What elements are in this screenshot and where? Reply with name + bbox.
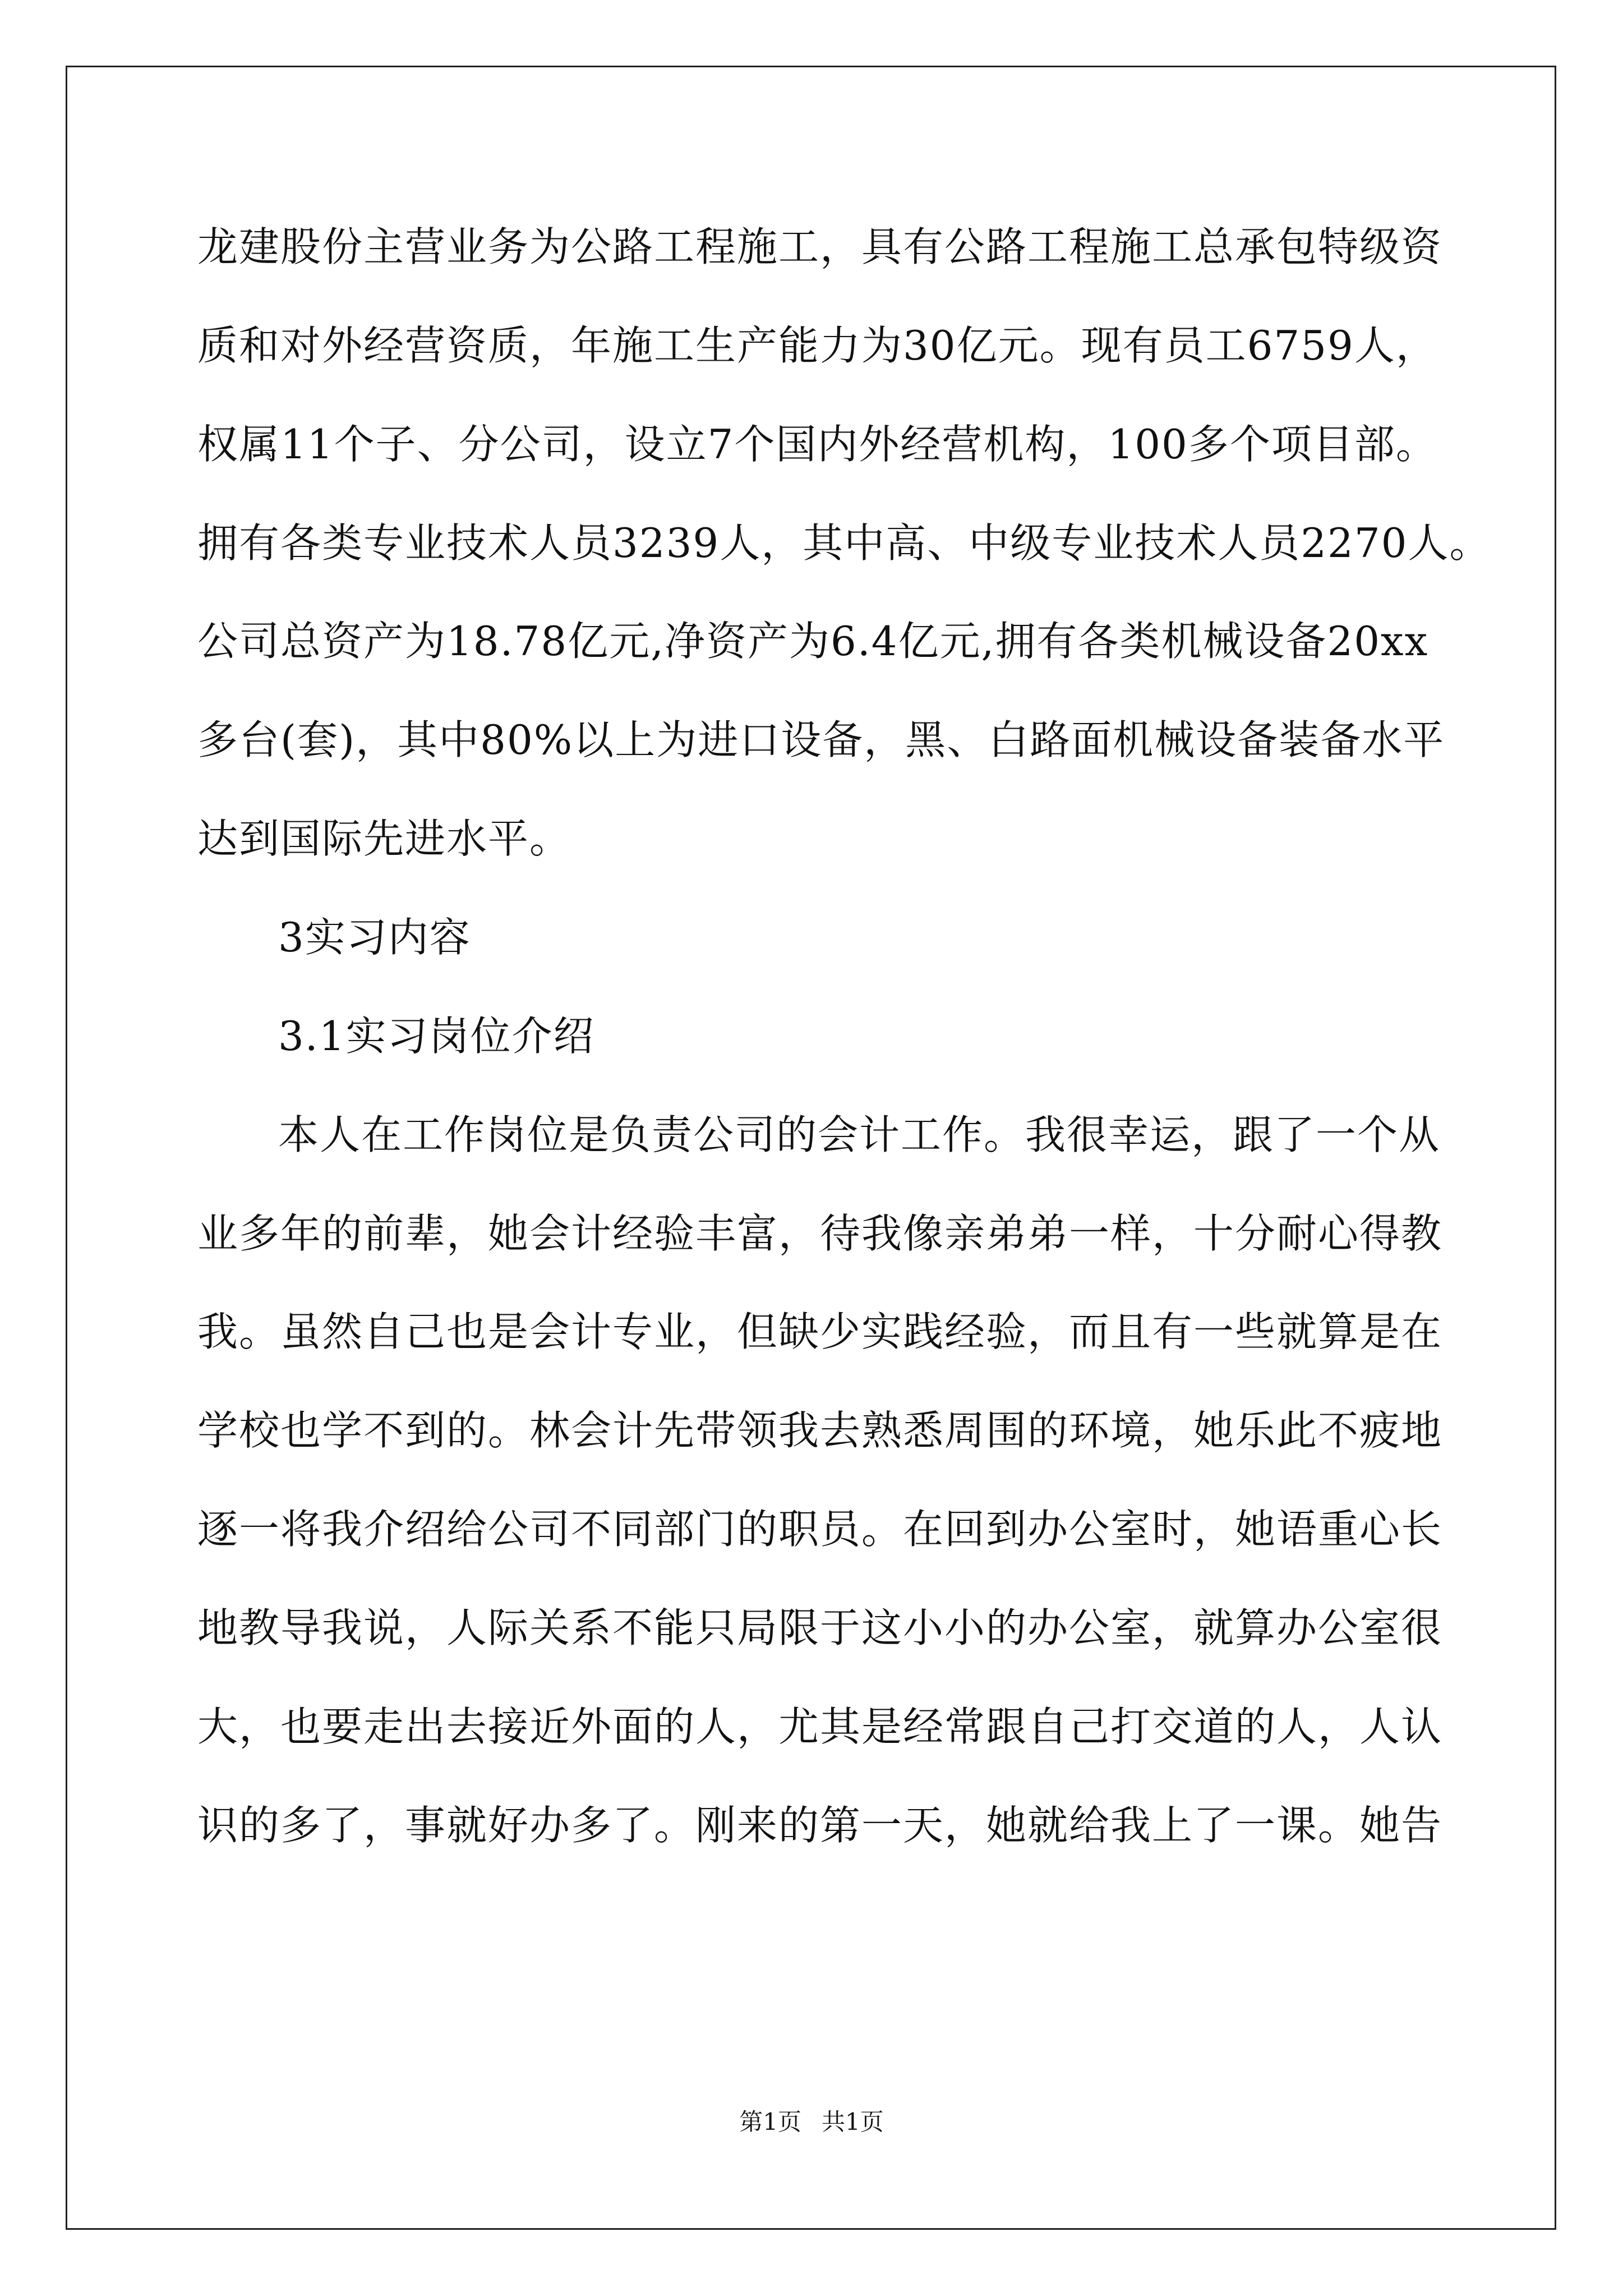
page-footer <box>0 2110 1623 2134</box>
paragraph-line: 本人在工作岗位是负责公司的会计工作。我很幸运，跟了一个从 <box>278 1111 1441 1158</box>
paragraph-line: 我。虽然自己也是会计专业，但缺少实践经验，而且有一些就算是在 <box>197 1308 1443 1355</box>
paragraph-line: 识的多了，事就好办多了。刚来的第一天，她就给我上了一课。她告 <box>197 1802 1443 1849</box>
section-heading: 3实习内容 <box>278 914 471 961</box>
paragraph-line: 拥有各类专业技术人员3239人，其中高、中级专业技术人员2270人。 <box>197 519 1491 567</box>
paragraph-line: 权属11个子、分公司，设立7个国内外经营机构，100多个项目部。 <box>197 421 1437 468</box>
paragraph-line: 质和对外经营资质，年施工生产能力为30亿元。现有员工6759人， <box>197 322 1437 369</box>
paragraph-line: 龙建股份主营业务为公路工程施工，具有公路工程施工总承包特级资 <box>197 223 1443 270</box>
paragraph-line: 达到国际先进水平。 <box>197 815 571 862</box>
paragraph-line: 逐一将我介绍给公司不同部门的职员。在回到办公室时，她语重心长 <box>197 1506 1443 1553</box>
page-number-current: 第1页 <box>739 2108 801 2136</box>
paragraph-line: 公司总资产为18.78亿元,净资产为6.4亿元,拥有各类机械设备20xx <box>197 618 1429 665</box>
paragraph-line: 多台(套)，其中80%以上为进口设备，黑、白路面机械设备装备水平 <box>197 716 1445 763</box>
paragraph-line: 大，也要走出去接近外面的人，尤其是经常跟自己打交道的人，人认 <box>197 1703 1443 1750</box>
subsection-heading: 3.1实习岗位介绍 <box>278 1013 595 1060</box>
paragraph-line: 地教导我说，人际关系不能只局限于这小小的办公室，就算办公室很 <box>197 1604 1443 1651</box>
paragraph-line: 学校也学不到的。林会计先带领我去熟悉周围的环境，她乐此不疲地 <box>197 1407 1443 1454</box>
paragraph-line: 业多年的前辈，她会计经验丰富，待我像亲弟弟一样，十分耐心得教 <box>197 1210 1443 1257</box>
page-number-total: 共1页 <box>822 2108 884 2136</box>
